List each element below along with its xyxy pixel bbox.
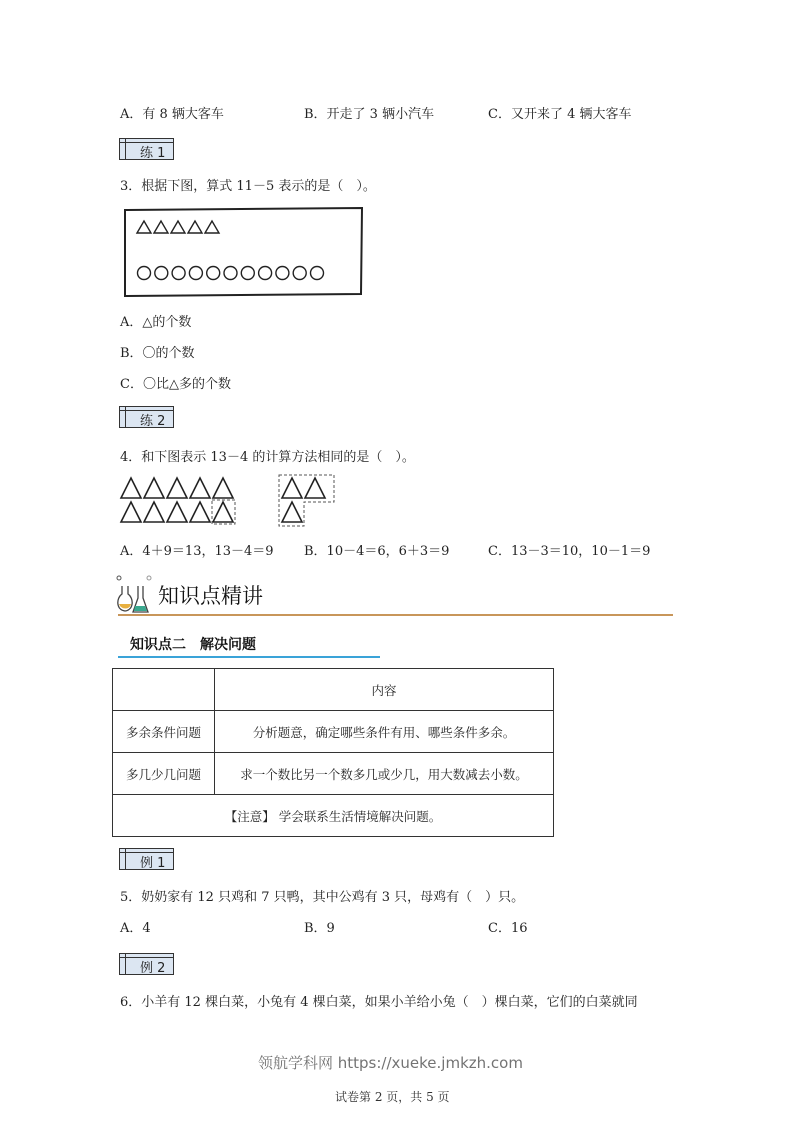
- q5-option-a: A．4: [120, 921, 151, 936]
- q2-option-c: C．又开来了 4 辆大客车: [488, 107, 632, 122]
- table-cell: 分析题意，确定哪些条件有用、哪些条件多余。: [215, 711, 554, 753]
- lab-flask-icon: [116, 572, 156, 614]
- practice-2-label: 练 2: [140, 414, 166, 429]
- q3-text: 3．根据下图，算式 11－5 表示的是（ ）。: [120, 179, 376, 194]
- circle-shape: [207, 267, 220, 280]
- watermark: 领航学科网 https://xueke.jmkzh.com: [258, 1054, 523, 1072]
- q6-text: 6．小羊有 12 棵白菜，小兔有 4 棵白菜，如果小羊给小兔（ ）棵白菜，它们的白菜就同: [120, 995, 638, 1010]
- section-divider: [118, 614, 673, 616]
- table-header-row: [113, 669, 554, 711]
- table-header-cell: 内容: [215, 669, 554, 711]
- knowledge-table: [112, 668, 554, 837]
- table-header-cell: [113, 669, 215, 711]
- table-note-row: [113, 795, 554, 837]
- circle-shape: [293, 267, 306, 280]
- table-row: [113, 753, 554, 795]
- q2-option-a: A．有 8 辆大客车: [120, 107, 224, 122]
- q4-figure: [118, 474, 340, 528]
- table-note: 【注意】 学会联系生活情境解决问题。: [113, 795, 554, 837]
- q5-option-b: B．9: [304, 921, 335, 936]
- q4-option-c: C．13－3＝10，10－1＝9: [488, 544, 651, 559]
- table-cell: 求一个数比另一个数多几或少几，用大数减去小数。: [215, 753, 554, 795]
- q5-option-c: C．16: [488, 921, 528, 936]
- practice-2-tag: [119, 406, 174, 428]
- q4-text: 4．和下图表示 13－4 的计算方法相同的是（ ）。: [120, 450, 415, 465]
- triangle-shape: [154, 221, 168, 233]
- q5-text: 5．奶奶家有 12 只鸡和 7 只鸭，其中公鸡有 3 只，母鸡有（ ）只。: [120, 890, 525, 905]
- circle-shape: [189, 267, 202, 280]
- table-row: [113, 711, 554, 753]
- circle-shape: [311, 267, 324, 280]
- section-title: 知识点精讲: [158, 584, 263, 608]
- example-1-label: 例 1: [140, 856, 166, 871]
- subsection-underline: [118, 656, 380, 658]
- q3-option-b: B．〇的个数: [120, 346, 195, 361]
- practice-1-label: 练 1: [140, 146, 166, 161]
- subsection-title: 知识点二 解决问题: [130, 637, 256, 653]
- q4-option-a: A．4＋9＝13，13－4＝9: [120, 544, 274, 559]
- table-cell: 多余条件问题: [113, 711, 215, 753]
- circle-shape: [155, 267, 168, 280]
- q3-option-a: A．△的个数: [120, 315, 192, 330]
- q3-figure: [122, 206, 366, 300]
- circle-shape: [224, 267, 237, 280]
- triangle-shape: [171, 221, 185, 233]
- circle-shape: [172, 267, 185, 280]
- triangle-shape: [188, 221, 202, 233]
- q4-option-b: B．10－4＝6，6＋3＝9: [304, 544, 450, 559]
- q2-option-b: B．开走了 3 辆小汽车: [304, 107, 435, 122]
- table-cell: 多几少几问题: [113, 753, 215, 795]
- q3-option-c: C．〇比△多的个数: [120, 377, 231, 392]
- practice-1-tag: [119, 138, 174, 160]
- example-2-label: 例 2: [140, 961, 166, 976]
- triangle-shape: [205, 221, 219, 233]
- circle-shape: [259, 267, 272, 280]
- triangle-shape: [137, 221, 151, 233]
- page-footer: 试卷第 2 页，共 5 页: [335, 1090, 450, 1104]
- circle-shape: [276, 267, 289, 280]
- example-2-tag: [119, 953, 174, 975]
- circle-shape: [241, 267, 254, 280]
- circle-shape: [138, 267, 151, 280]
- example-1-tag: [119, 848, 174, 870]
